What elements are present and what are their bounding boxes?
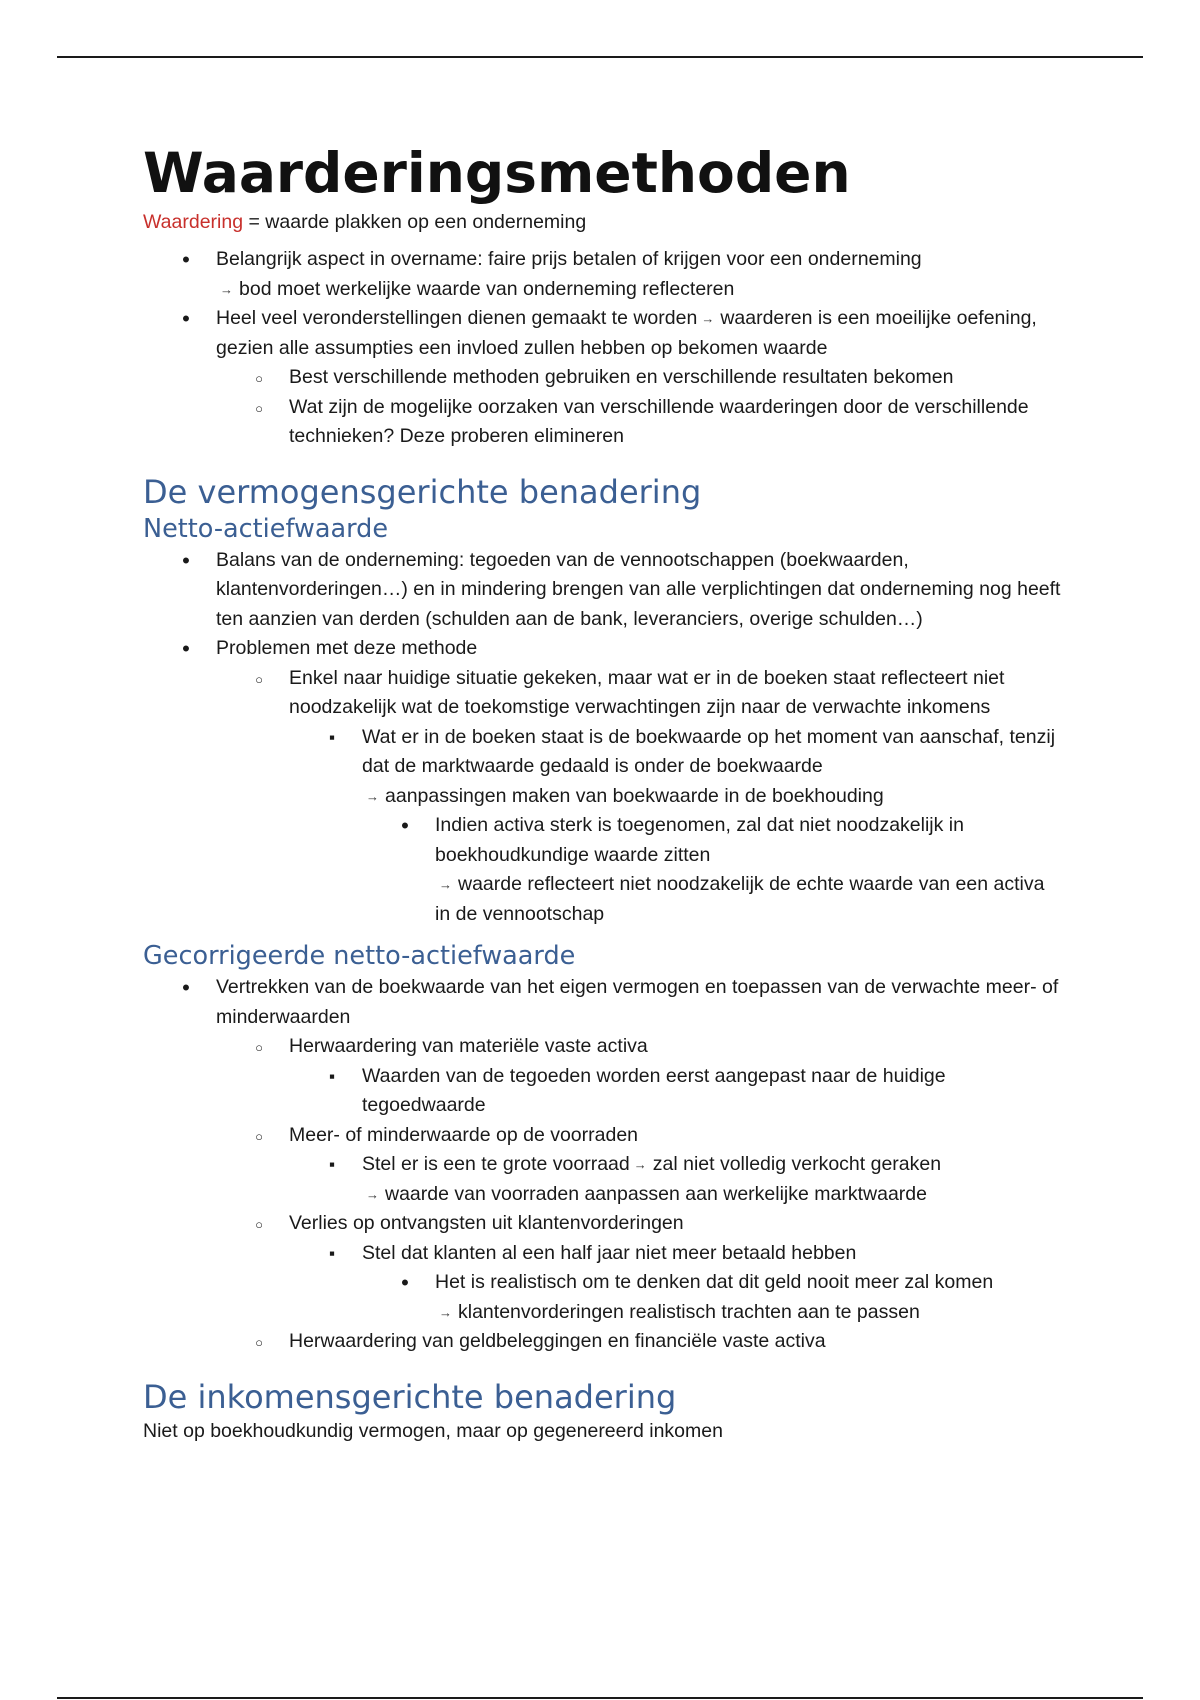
list-item-text: Enkel naar huidige situatie gekeken, maar wat er in de boeken staat reflecteert niet noodzakelijk wat de toekomstige verwachtingen zijn naar de verwachte inkomens bbox=[289, 666, 1005, 718]
list-item bbox=[289, 1150, 1063, 1209]
list-item-continuation bbox=[435, 1298, 1063, 1328]
netto-actiefwaarde-list bbox=[143, 546, 1063, 930]
list-item-arrow-text: bod moet werkelijke waarde van onderneming reflecteren bbox=[239, 277, 735, 300]
list-item-text: Waarden van de tegoeden worden eerst aangepast naar de huidige tegoedwaarde bbox=[362, 1064, 946, 1116]
list-item bbox=[289, 1062, 1063, 1121]
list-item-text: Problemen met deze methode bbox=[216, 637, 478, 659]
deep-list bbox=[362, 1268, 1063, 1327]
arrow-right-icon: → bbox=[439, 1304, 452, 1320]
bullet-icon bbox=[179, 245, 193, 277]
list-item bbox=[143, 304, 1063, 452]
list-item bbox=[143, 973, 1063, 1357]
arrow-right-icon: → bbox=[701, 311, 715, 326]
list-item-line bbox=[362, 1150, 1063, 1180]
bottom-rule bbox=[57, 1697, 1143, 1699]
list-item-text-after: zal niet volledig verkocht geraken bbox=[652, 1153, 942, 1175]
list-item-continuation bbox=[435, 870, 1063, 929]
intro-list bbox=[143, 245, 1063, 452]
sub-sub-list bbox=[289, 1150, 1063, 1209]
definition-text: = waarde plakken op een onderneming bbox=[243, 211, 587, 233]
list-item-text: Stel er is een te grote voorraad bbox=[362, 1153, 630, 1175]
bullet-icon bbox=[179, 546, 193, 578]
circle-bullet-icon bbox=[252, 1121, 266, 1152]
square-bullet-icon bbox=[325, 1150, 339, 1180]
deep-list bbox=[362, 811, 1063, 929]
square-bullet-icon bbox=[325, 1239, 339, 1269]
square-bullet-icon bbox=[325, 1062, 339, 1092]
document-title: Waarderingsmethoden bbox=[143, 141, 851, 205]
sub-sub-list bbox=[289, 1062, 1063, 1121]
circle-bullet-icon bbox=[252, 1209, 266, 1240]
list-item-text: Verlies op ontvangsten uit klantenvorderingen bbox=[289, 1212, 684, 1234]
circle-bullet-icon bbox=[252, 363, 266, 394]
list-item-text: Best verschillende methoden gebruiken en verschillende resultaten bekomen bbox=[289, 366, 954, 388]
list-item-text: Vertrekken van de boekwaarde van het eigen vermogen en toepassen van de verwachte meer- of minderwaarden bbox=[216, 976, 1059, 1028]
bullet-icon bbox=[398, 1268, 412, 1300]
sub-list bbox=[216, 664, 1063, 930]
list-item bbox=[216, 393, 1063, 452]
circle-bullet-icon bbox=[252, 664, 266, 695]
gecorrigeerde-list bbox=[143, 973, 1063, 1357]
list-item-text: Herwaardering van geldbeleggingen en financiële vaste activa bbox=[289, 1330, 826, 1352]
document-page bbox=[143, 138, 1063, 1445]
square-bullet-icon bbox=[325, 723, 339, 753]
definition bbox=[143, 208, 1063, 236]
list-item-text: Indien activa sterk is toegenomen, zal dat niet noodzakelijk in boekhoudkundige waarde zitten bbox=[435, 814, 964, 866]
list-item-text: Stel dat klanten al een half jaar niet meer betaald hebben bbox=[362, 1241, 857, 1264]
definition-term: Waardering bbox=[143, 211, 244, 233]
list-item-continuation bbox=[362, 1180, 1063, 1210]
list-item-continuation bbox=[362, 782, 1063, 812]
list-item-text-after: waarderen is een moeilijke oefening, gezien alle assumpties een invloed zullen hebben op bekomen waarde bbox=[216, 307, 1037, 359]
sub-list bbox=[216, 363, 1063, 452]
list-item bbox=[216, 1121, 1063, 1210]
list-item bbox=[216, 363, 1063, 393]
list-item-text: Wat er in de boeken staat is de boekwaarde op het moment van aanschaf, tenzij dat de marktwaarde gedaald is onder de boekwaarde bbox=[362, 725, 1056, 777]
list-item-text: Wat zijn de mogelijke oorzaken van verschillende waarderingen door de verschillende technieken? Deze proberen elimineren bbox=[289, 395, 1029, 447]
sub-sub-list bbox=[289, 1239, 1063, 1328]
arrow-right-icon: → bbox=[633, 1157, 647, 1172]
arrow-right-icon: → bbox=[439, 877, 452, 892]
arrow-right-icon: → bbox=[366, 1186, 379, 1202]
bullet-icon bbox=[179, 634, 193, 666]
list-item-arrow-text: waarde reflecteert niet noodzakelijk de echte waarde van een activa in de vennootschap bbox=[435, 873, 1045, 925]
list-item bbox=[216, 1032, 1063, 1121]
list-item-text: Heel veel veronderstellingen dienen gemaakt te worden bbox=[216, 307, 698, 329]
bullet-icon bbox=[179, 304, 193, 336]
subsection-heading-gecorrigeerde-netto-actiefwaarde: Gecorrigeerde netto-actiefwaarde bbox=[143, 941, 576, 971]
list-item-arrow-text: waarde van voorraden aanpassen aan werkelijke marktwaarde bbox=[385, 1182, 927, 1205]
list-item-arrow-text: aanpassingen maken van boekwaarde in de boekhouding bbox=[385, 784, 884, 807]
list-item bbox=[216, 1209, 1063, 1327]
subsection-heading-netto-actiefwaarde: Netto-actiefwaarde bbox=[143, 513, 389, 544]
list-item-text: Het is realistisch om te denken dat dit geld nooit meer zal komen bbox=[435, 1271, 994, 1293]
list-item-text: Belangrijk aspect in overname: faire prijs betalen of krijgen voor een onderneming bbox=[216, 248, 922, 270]
list-item-continuation bbox=[216, 275, 1063, 305]
circle-bullet-icon bbox=[252, 1327, 266, 1358]
list-item bbox=[289, 1239, 1063, 1328]
list-item-text: Meer- of minderwaarde op de voorraden bbox=[289, 1123, 639, 1146]
list-item bbox=[216, 1327, 1063, 1357]
list-item bbox=[362, 811, 1063, 929]
list-item bbox=[362, 1268, 1063, 1327]
sub-sub-list bbox=[289, 723, 1063, 930]
list-item-text: Herwaardering van materiële vaste activa bbox=[289, 1035, 648, 1057]
top-rule bbox=[57, 56, 1143, 58]
list-item bbox=[143, 546, 1063, 635]
arrow-right-icon: → bbox=[220, 281, 233, 297]
list-item bbox=[143, 245, 1063, 304]
bullet-icon bbox=[398, 811, 412, 843]
section-heading-vermogensgericht: De vermogensgerichte benadering bbox=[143, 472, 702, 511]
list-item-text: Balans van de onderneming: tegoeden van de vennootschappen (boekwaarden, klantenvorderingen…) en in mindering brengen van alle verplichtingen dat onderneming nog heeft ten aanzien van derden (schulden aan de bank, leveranciers, overige schulden…) bbox=[216, 548, 1061, 630]
bullet-icon bbox=[179, 973, 193, 1005]
sub-list bbox=[216, 1032, 1063, 1357]
section-heading-inkomensgericht: De inkomensgerichte benadering bbox=[143, 1377, 677, 1416]
list-item bbox=[289, 723, 1063, 930]
circle-bullet-icon bbox=[252, 1032, 266, 1063]
list-item-arrow-text: klantenvorderingen realistisch trachten aan te passen bbox=[458, 1300, 920, 1323]
list-item bbox=[143, 634, 1063, 929]
section-paragraph: Niet op boekhoudkundig vermogen, maar op gegenereerd inkomen bbox=[143, 1419, 723, 1442]
arrow-right-icon: → bbox=[366, 788, 379, 804]
circle-bullet-icon bbox=[252, 393, 266, 424]
list-item bbox=[216, 664, 1063, 930]
